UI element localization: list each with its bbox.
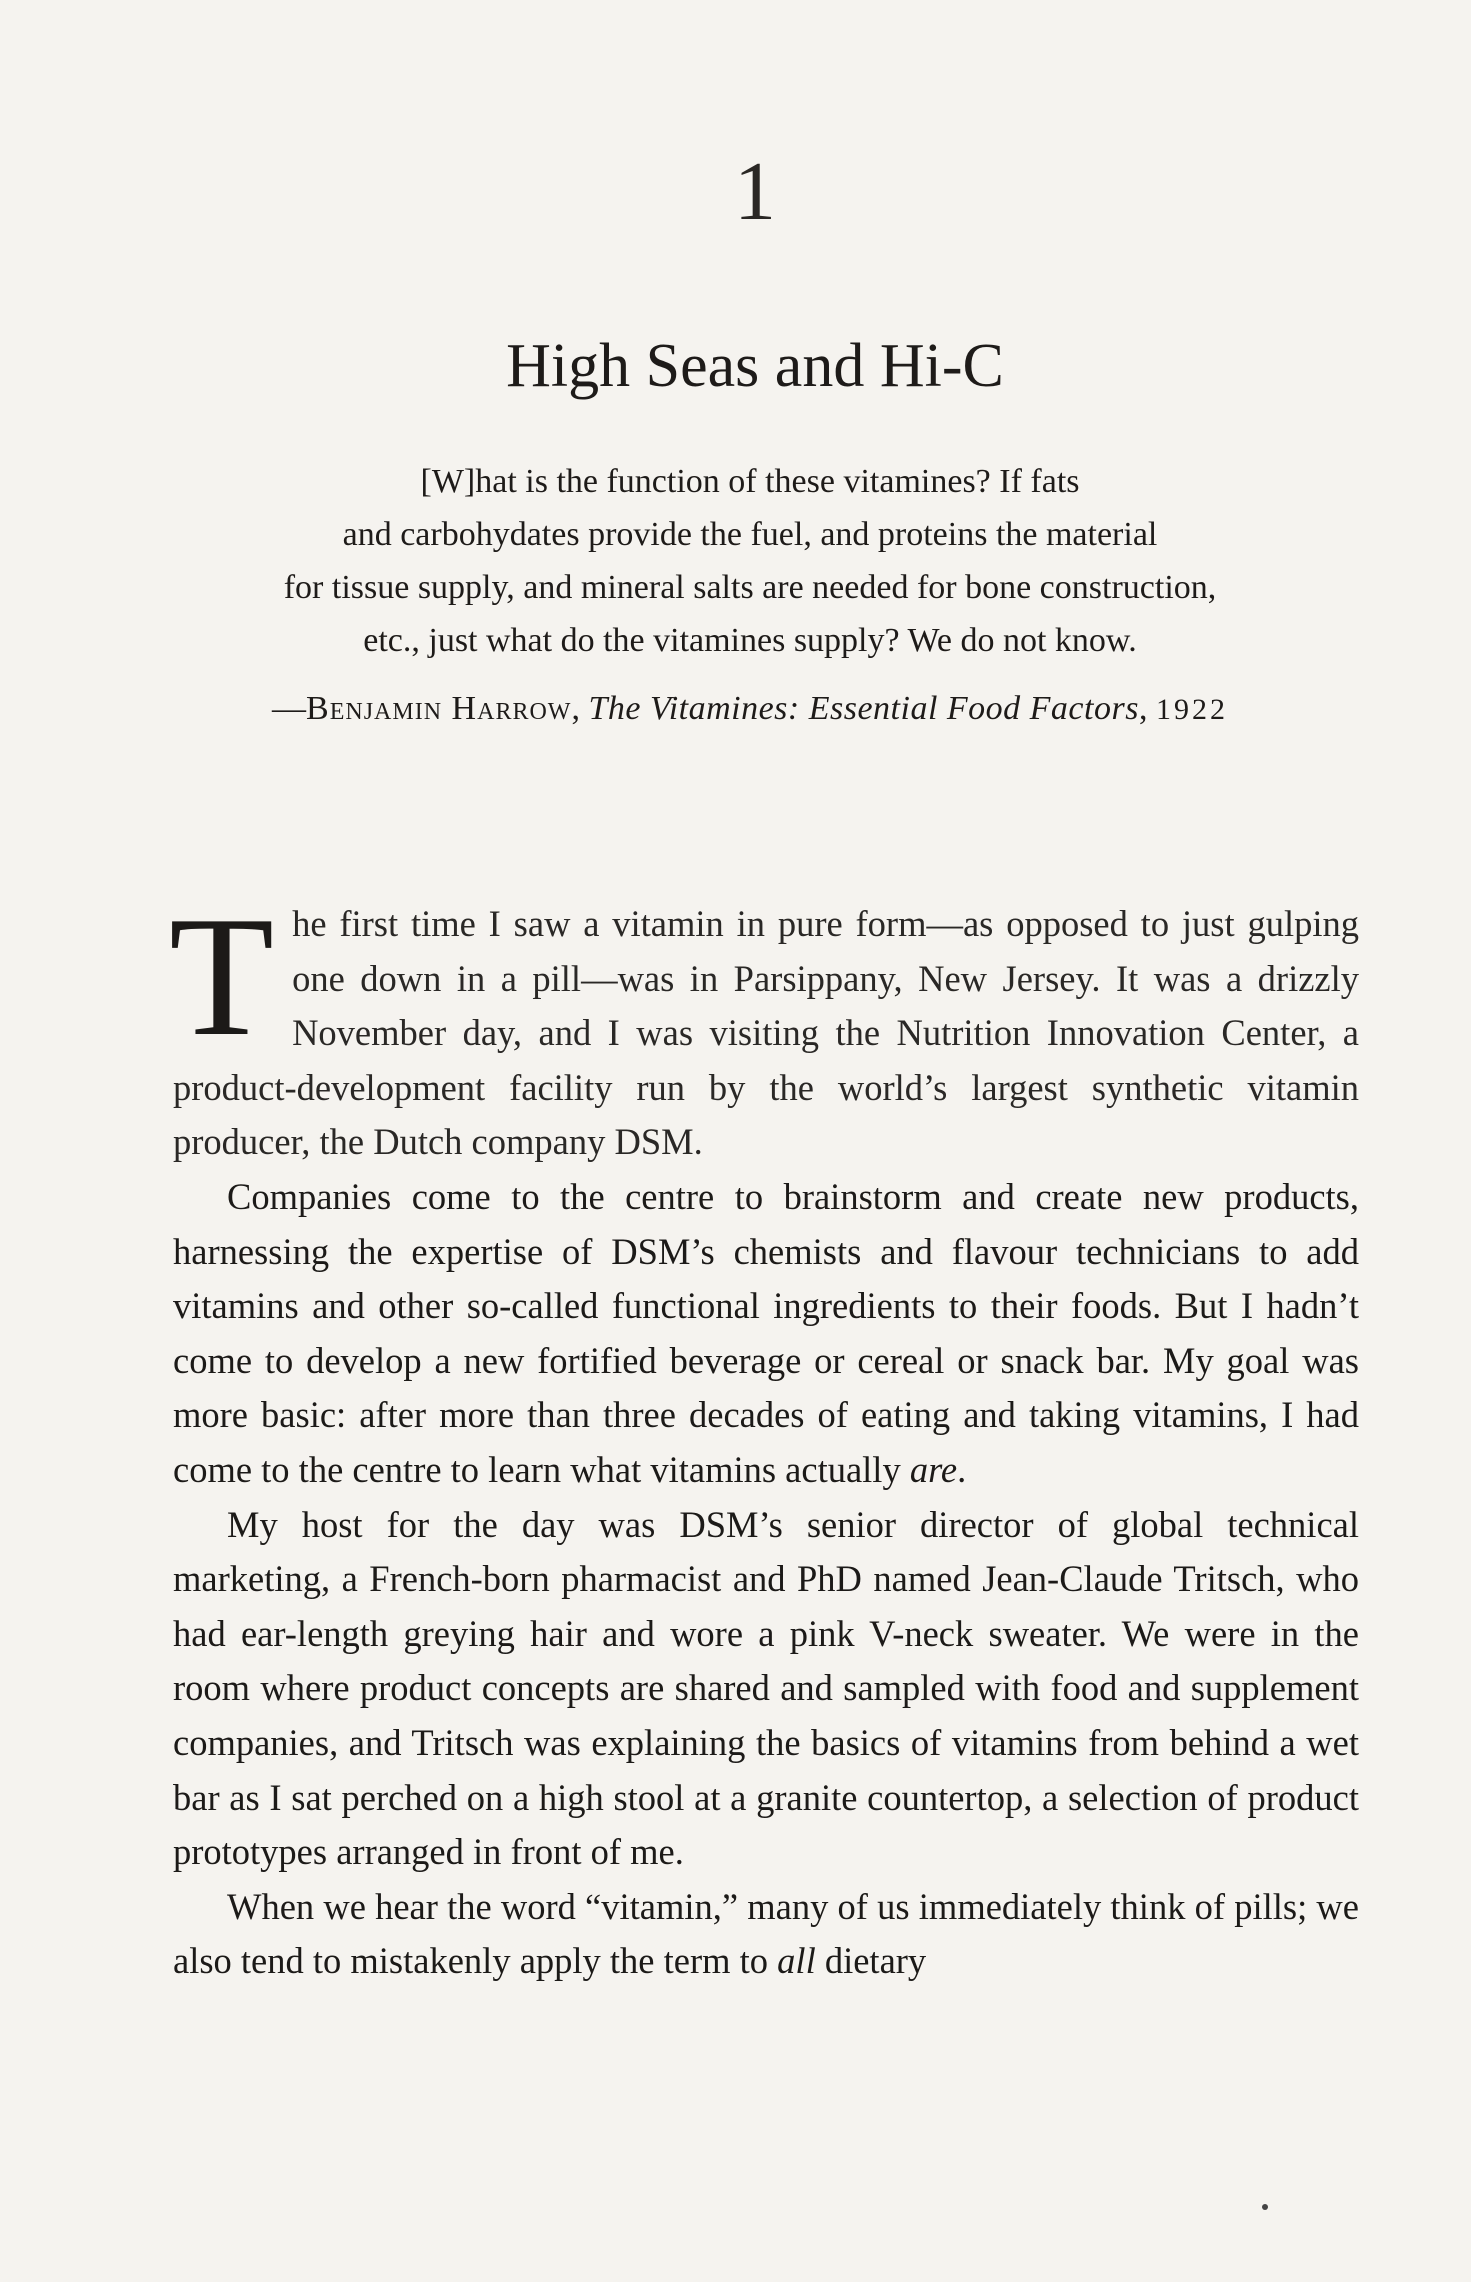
paragraph-4 bbox=[173, 1880, 1359, 1989]
attribution-author: Benjamin Harrow bbox=[306, 690, 572, 727]
epigraph-line: etc., just what do the vitamines supply? We do not know. bbox=[363, 622, 1137, 659]
epigraph bbox=[140, 455, 1360, 667]
attribution-book-title: The Vitamines: Essential Food Factors bbox=[588, 690, 1139, 727]
epigraph-line: [W]hat is the function of these vitamines? If fats bbox=[420, 463, 1080, 500]
scan-speck bbox=[1262, 2204, 1268, 2210]
paragraph-1-text: he first time I saw a vitamin in pure form—as opposed to just gulping one down in a pill—was in Parsippany, New Jersey. It was a drizzly November day, and I was visiting the Nutrition Innovation Center, a product-development facility run by the world’s largest synthetic vitamin producer, the Dutch company DSM. bbox=[173, 903, 1359, 1163]
paragraph-2 bbox=[173, 1170, 1359, 1498]
paragraph-3-text: My host for the day was DSM’s senior director of global technical marketing, a French-born pharmacist and PhD named Jean-Claude Tritsch, who had ear-length greying hair and wore a pink V-neck sweater. We were in the room where product concepts are shared and sampled with food and supplement companies, and Tritsch was explaining the basics of vitamins from behind a wet bar as I sat perched on a high stool at a granite countertop, a selection of product prototypes arranged in front of me. bbox=[173, 1503, 1359, 1873]
attribution-year-separator: , bbox=[1138, 690, 1156, 727]
paragraph-4-end: dietary bbox=[815, 1940, 927, 1982]
attribution-dash: — bbox=[272, 690, 307, 727]
paragraph-2-text: Companies come to the centre to brainstorm and create new products, harnessing the expertise of DSM’s chemists and flavour technicians to add vitamins and other so-called functional ingredients to their foods. But I hadn’t come to develop a new fortified beverage or cereal or snack bar. My goal was more basic: after more than three decades of eating and taking vitamins, I had come to the centre to learn what vitamins actually bbox=[173, 1175, 1359, 1490]
epigraph-line: and carbohydates provide the fuel, and proteins the material bbox=[342, 516, 1158, 553]
paragraph-2-emphasis: are bbox=[909, 1448, 958, 1490]
attribution-year: 1922 bbox=[1155, 693, 1228, 726]
body-text bbox=[169, 882, 1359, 1989]
paragraph-1 bbox=[169, 882, 1359, 1170]
paragraph-2-end: . bbox=[957, 1448, 967, 1490]
paragraph-3 bbox=[173, 1498, 1359, 1880]
chapter-number: 1 bbox=[734, 145, 776, 238]
paragraph-4-emphasis: all bbox=[777, 1940, 816, 1982]
chapter-title: High Seas and Hi-C bbox=[506, 332, 1004, 400]
epigraph-line: for tissue supply, and mineral salts are needed for bone construction, bbox=[283, 569, 1217, 606]
drop-cap: T bbox=[169, 882, 275, 1072]
attribution-separator: , bbox=[571, 690, 589, 727]
paragraph-4-text: When we hear the word “vitamin,” many of us immediately think of pills; we also tend to mistakenly apply the term to bbox=[173, 1885, 1359, 1982]
epigraph-attribution bbox=[140, 690, 1360, 728]
